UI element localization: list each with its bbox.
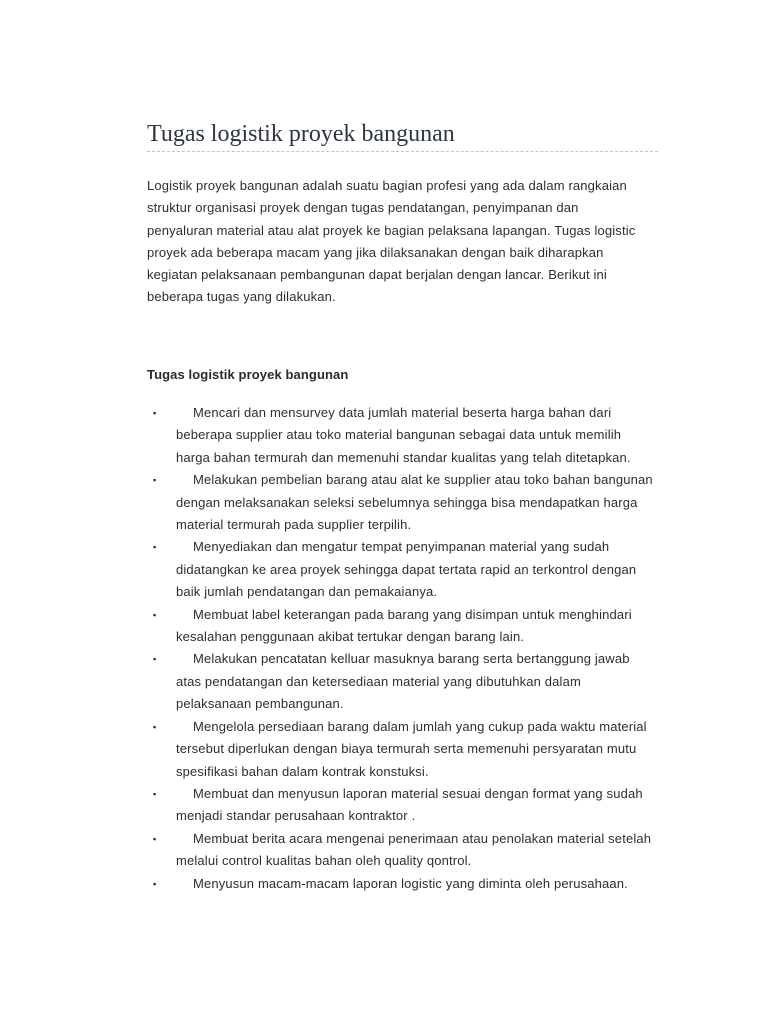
list-item-text: Mengelola persediaan barang dalam jumlah yang cukup pada waktu material tersebut diperlukan dengan biaya termurah serta memenuhi persyaratan mutu spesifikasi bahan dalam kontrak konstuksi. [176, 718, 647, 779]
list-item [147, 536, 658, 603]
task-list [147, 402, 659, 895]
bullet-icon: ▪ [153, 721, 157, 732]
list-item [147, 873, 658, 895]
list-item [147, 469, 658, 536]
list-item-text: Menyusun macam-macam laporan logistic yang diminta oleh perusahaan. [193, 875, 628, 891]
bullet-icon: ▪ [153, 609, 157, 620]
bullet-icon: ▪ [153, 408, 157, 418]
list-item [147, 828, 658, 873]
bullet-icon: ▪ [153, 833, 157, 844]
bullet-icon: ▪ [153, 788, 157, 799]
list-item-text: Membuat berita acara mengenai penerimaan atau penolakan material setelah melalui control kualitas bahan oleh quality qontrol. [176, 830, 652, 869]
bullet-icon: ▪ [153, 878, 157, 889]
list-item-text: Membuat dan menyusun laporan material sesuai dengan format yang sudah menjadi standar perusahaan kontraktor . [176, 785, 643, 824]
list-item [147, 716, 658, 783]
list-item [147, 783, 658, 828]
section-heading: Tugas logistik proyek bangunan [147, 367, 349, 382]
list-item [147, 604, 658, 649]
list-item-text: Menyediakan dan mengatur tempat penyimpanan material yang sudah didatangkan ke area proyek sehingga dapat tertata rapid an terkontrol dengan baik jumlah pendatangan dan pemakaianya. [176, 539, 637, 600]
list-item-text: Melakukan pembelian barang atau alat ke supplier atau toko bahan bangunan dengan melaksanakan seleksi sebelumnya sehingga bisa mendapatkan harga material termurah pada supplier terpilih. [176, 472, 653, 533]
list-item [147, 402, 658, 469]
bullet-icon: ▪ [153, 475, 157, 486]
list-item-text: Membuat label keterangan pada barang yang disimpan untuk menghindari kesalahan penggunaan akibat tertukar dengan barang lain. [176, 606, 632, 645]
bullet-icon: ▪ [153, 542, 157, 553]
bullet-icon: ▪ [153, 654, 157, 665]
intro-paragraph: Logistik proyek bangunan adalah suatu bagian profesi yang ada dalam rangkaian struktur organisasi proyek dengan tugas pendatangan, penyimpanan dan penyaluran material atau alat proyek ke bagian pelaksana lapangan. Tugas logistic proyek ada beberapa macam yang jika dilaksanakan dengan baik diharapkan kegiatan pelaksanaan pembangunan dapat berjalan dengan lancar. Berikut ini beberapa tugas yang dilakukan. [147, 178, 636, 305]
page-title: Tugas logistik proyek bangunan [147, 121, 455, 147]
title-divider [147, 151, 658, 152]
list-item [147, 648, 658, 715]
list-item-text: Melakukan pencatatan kelluar masuknya barang serta bertanggung jawab atas pendatangan dan ketersediaan material yang dibutuhkan dalam pelaksanaan pembangunan. [176, 651, 630, 712]
list-item-text: Mencari dan mensurvey data jumlah material beserta harga bahan dari beberapa supplier atau toko material bangunan sebagai data untuk memilih harga bahan termurah dan memenuhi standar kualitas yang telah ditetapkan. [176, 405, 631, 465]
